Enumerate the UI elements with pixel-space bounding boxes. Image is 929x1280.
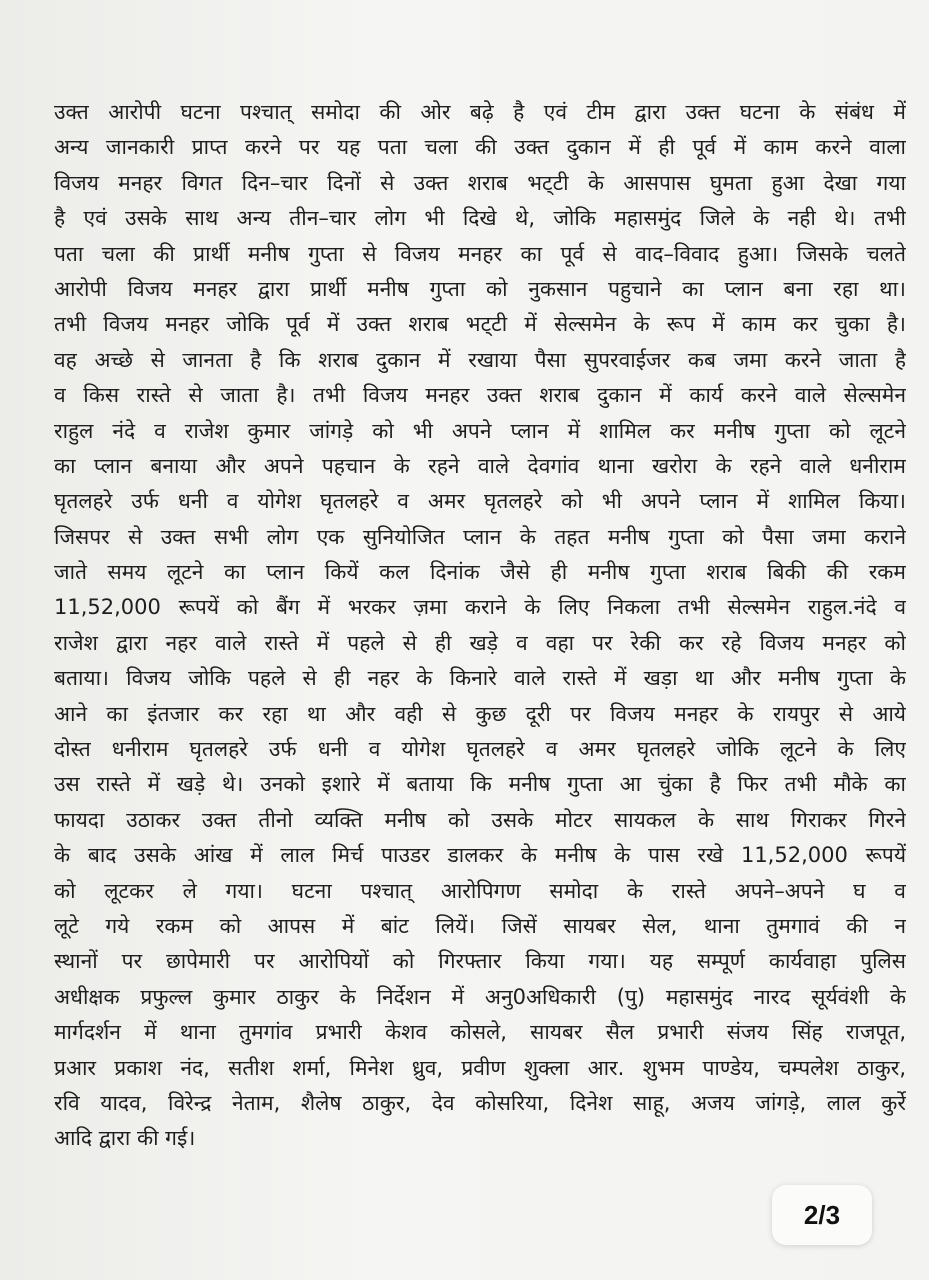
text-line: जाते समय लूटने का प्लान कियें कल दिनांक जैसे ही मनीष गुप्ता शराब बिकी की रकम <box>54 560 906 585</box>
text-line: बताया। विजय जोकि पहले से ही नहर के किनारे वाले रास्ते में खड़ा था और मनीष गुप्ता के <box>54 666 906 691</box>
text-line: राहुल नंदे व राजेश कुमार जांगड़े को भी अपने प्लान में शामिल कर मनीष गुप्ता को लूटने <box>54 418 906 443</box>
text-line: आने का इंतजार कर रहा था और वही से कुछ दूरी पर विजय मनहर के रायपुर से आये <box>54 701 906 726</box>
text-line: राजेश द्वारा नहर वाले रास्ते में पहले से ही खड़े व वहा पर रेकी कर रहे विजय मनहर को <box>54 630 906 655</box>
text-line: का प्लान बनाया और अपने पहचान के रहने वाले देवगांव थाना खरोरा के रहने वाले धनीराम <box>54 453 906 478</box>
document-body <box>54 95 906 1157</box>
text-line: घृतलहरे उर्फ धनी व योगेश घृतलहरे व अमर घृतलहरे को भी अपने प्लान में शामिल किया। <box>54 489 906 514</box>
text-line: जिसपर से उक्त सभी लोग एक सुनियोजित प्लान के तहत मनीष गुप्ता को पैसा जमा कराने <box>54 524 906 549</box>
text-line: विजय मनहर विगत दिन–चार दिनों से उक्त शराब भट्‌टी के आसपास घुमता हुआ देखा गया <box>54 170 906 195</box>
text-line: लूटे गये रकम को आपस में बांट लियें। जिसें सायबर सेल, थाना तुमगावं की न <box>54 913 906 938</box>
text-line: 11,52,000 रूपयें को बैंग में भरकर ज़मा कराने के लिए निकला तभी सेल्समेन राहुल.नंदे व <box>54 595 906 620</box>
text-line: दोस्त धनीराम घृतलहरे उर्फ धनी व योगेश घृतलहरे व अमर घृतलहरे जोकि लूटने के लिए <box>54 737 906 762</box>
text-line: रवि यादव, विरेन्द्र नेताम, शैलेष ठाकुर, देव कोसरिया, दिनेश साहू, अजय जांगड़े, लाल कुर्रे <box>54 1090 906 1115</box>
text-line: प्रआर प्रकाश नंद, सतीश शर्मा, मिनेश ध्रुव, प्रवीण शुक्ला आर. शुभम पाण्डेय, चम्पलेश ठाकुर, <box>54 1055 906 1080</box>
text-line: अधीक्षक प्रफुल्ल कुमार ठाकुर के निर्देशन में अनु0अधिकारी (पु) महासमुंद नारद सूर्यवंशी के <box>54 984 906 1009</box>
text-line: पता चला की प्रार्थी मनीष गुप्ता से विजय मनहर का पूर्व से वाद–विवाद हुआ। जिसके चलते <box>54 241 906 266</box>
page-indicator: 2/3 <box>772 1185 872 1245</box>
text-line: उस रास्ते में खड़े थे। उनको इशारे में बताया कि मनीष गुप्ता आ चुंका है फिर तभी मौके का <box>54 772 906 797</box>
text-line: फायदा उठाकर उक्त तीनो व्यक्ति मनीष को उसके मोटर सायकल के साथ गिराकर गिरने <box>54 807 906 832</box>
text-line: आरोपी विजय मनहर द्वारा प्रार्थी मनीष गुप्ता को नुकसान पहुचाने का प्लान बना रहा था। <box>54 276 906 301</box>
text-line: आदि द्वारा की गई। <box>54 1126 196 1151</box>
text-line: को लूटकर ले गया। घटना पश्चात् आरोपिगण समोदा के रास्ते अपने–अपने घ व <box>54 878 906 903</box>
text-line: तभी विजय मनहर जोकि पूर्व में उक्त शराब भट्‌टी में सेल्समेन के रूप में काम कर चुका है। <box>54 312 906 337</box>
text-line: वह अच्छे से जानता है कि शराब दुकान में रखाया पैसा सुपरवाईजर कब जमा करने जाता है <box>54 347 906 372</box>
text-line: के बाद उसके आंख में लाल मिर्च पाउडर डालकर के मनीष के पास रखे 11,52,000 रूपयें <box>54 843 906 868</box>
text-line: है एवं उसके साथ अन्य तीन–चार लोग भी दिखे थे, जोकि महासमुंद जिले के नही थे। तभी <box>54 206 906 231</box>
text-line: अन्य जानकारी प्राप्त करने पर यह पता चला की उक्त दुकान में ही पूर्व में काम करने वाला <box>54 135 906 160</box>
text-line: व किस रास्ते से जाता है। तभी विजय मनहर उक्त शराब दुकान में कार्य करने वाले सेल्समेन <box>54 383 906 408</box>
text-line: स्थानों पर छापेमारी पर आरोपियों को गिरफ्तार किया गया। यह सम्पूर्ण कार्यवाहा पुलिस <box>54 949 906 974</box>
text-line: उक्त आरोपी घटना पश्चात् समोदा की ओर बढ़े है एवं टीम द्वारा उक्त घटना के संबंध में <box>54 100 906 124</box>
text-line: मार्गदर्शन में थाना तुमगांव प्रभारी केशव कोसले, सायबर सैल प्रभारी संजय सिंह राजपूत, <box>54 1020 906 1045</box>
